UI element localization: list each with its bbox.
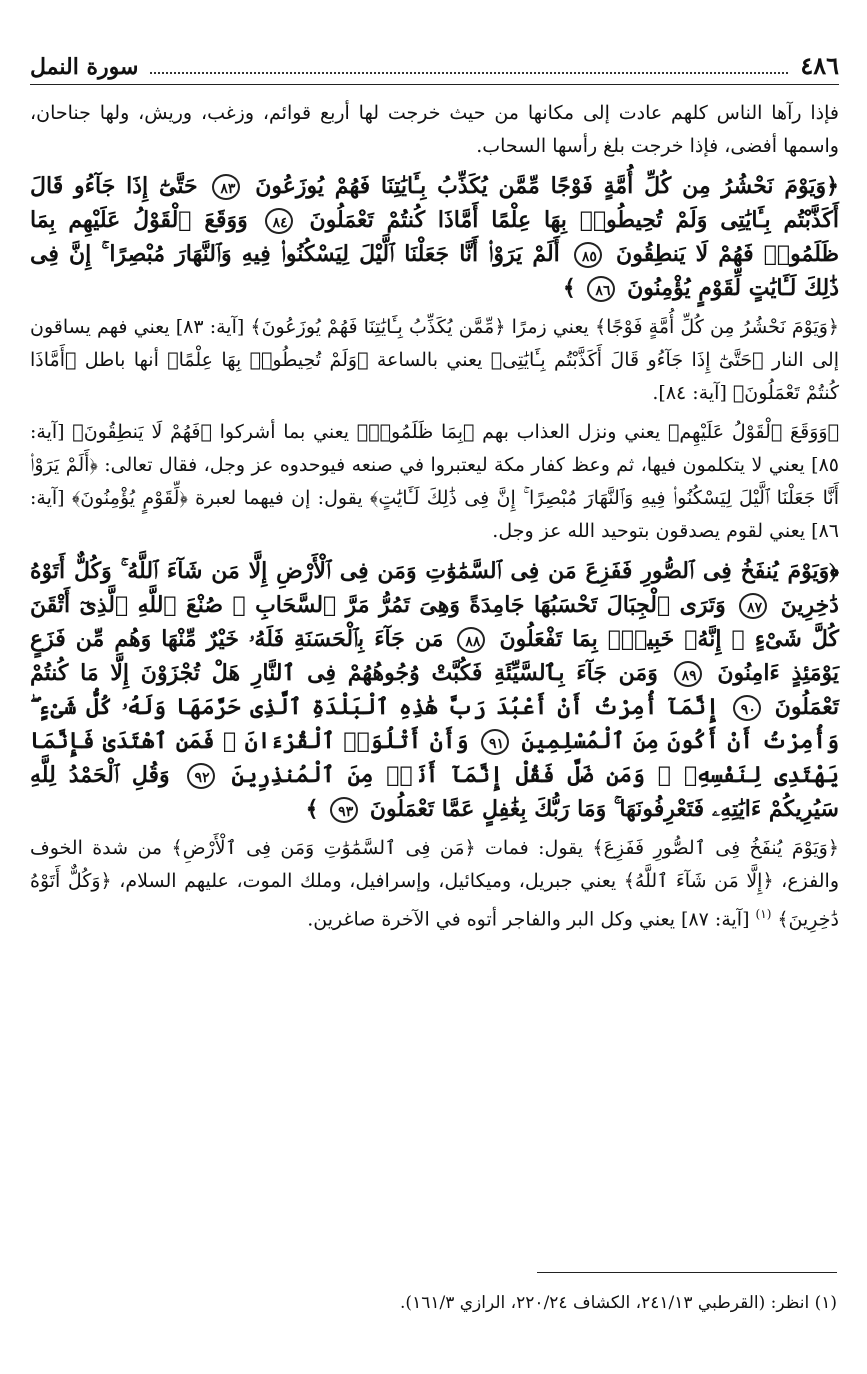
verse-90-text: وَمَن جَآءَ بِٱلسَّيِّئَةِ فَكُبَّتْ وُجُوهُهُمْ فِى ٱلنَّارِ هَلْ تُجْزَوْنَ إِلَّا مَا كُنتُمْ تَعْمَلُونَ — [30, 660, 839, 720]
surah-title: سورة النمل — [30, 54, 139, 80]
verse-84-text: حَتَّىٰٓ إِذَا جَآءُو قَالَ أَكَذَّبْتُم بِـَٔايَٰتِى وَلَمْ تُحِيطُوا۟ بِهَا عِلْمًا أَمَّاذَا كُنتُمْ تَعْمَلُونَ — [30, 173, 839, 233]
verse-number-90: ٩٠ — [733, 695, 761, 721]
commentary-paragraph: فإذا رآها الناس كلهم عادت إلى مكانها من حيث خرجت لها أربع قوائم، وزغب، وريش، ولها جناحان، واسمها أفضى، فإذا خرجت بلغ رأسها السحاب. — [30, 102, 839, 157]
verse-number-86: ٨٦ — [587, 276, 615, 302]
commentary-paragraph — [30, 832, 839, 936]
commentary-text: ﴿وَيَوْمَ يُنفَخُ فِى ٱلصُّورِ فَفَزِعَ﴾ يقول: فمات ﴿مَن فِى ٱلسَّمَٰوَٰتِ وَمَن فِى ٱلْأَرْضِ﴾ من شدة الخوف والفزع، ﴿إِلَّا مَن شَآءَ ٱللَّهُ﴾ يعني جبريل، وميكائيل، وإسرافيل، وملك الموت، عليهم السلام، ﴿وَكُلٌّ أَتَوْهُ دَٰخِرِينَ﴾ — [30, 837, 839, 931]
verse-88-text: وَتَرَى ٱلْجِبَالَ تَحْسَبُهَا جَامِدَةً وَهِىَ تَمُرُّ مَرَّ ٱلسَّحَابِ ۚ صُنْعَ ٱللَّهِ ٱلَّذِىٓ أَتْقَنَ كُلَّ شَىْءٍ ۚ إِنَّهُۥ خَبِيرٌۢ بِمَا تَفْعَلُونَ — [30, 592, 839, 652]
verse-close-bracket: ﴾ — [562, 275, 576, 301]
commentary-paragraph: ﴿وَيَوْمَ نَحْشُرُ مِن كُلِّ أُمَّةٍ فَوْجًا﴾ يعني زمرًا ﴿مِّمَّن يُكَذِّبُ بِـَٔايَٰتِنَا فَهُمْ يُوزَعُونَ﴾ [آية: ٨٣] يعني فهم يساقون إلى النار ﴿حَتَّىٰٓ إِذَا جَآءُو قَالَ أَكَذَّبْتُم بِـَٔايَٰتِى﴾ يعني بالساعة ﴿وَلَمْ تُحِيطُوا۟ بِهَا عِلْمًا﴾ أنها باطل ﴿أَمَّاذَا كُنتُمْ تَعْمَلُونَ﴾ [آية: ٨٤]. — [30, 316, 840, 404]
verse-number-87: ٨٧ — [739, 593, 767, 619]
footnote-divider — [537, 1272, 837, 1273]
verse-number-89: ٨٩ — [674, 661, 702, 687]
verse-87-text: ﴿وَيَوْمَ يُنفَخُ فِى ٱلصُّورِ فَفَزِعَ مَن فِى ٱلسَّمَٰوَٰتِ وَمَن فِى ٱلْأَرْضِ إِلَّا مَن شَآءَ ٱللَّهُ ۚ وَكُلٌّ أَتَوْهُ دَٰخِرِينَ — [30, 558, 839, 618]
footnote: (١) انظر: (القرطبي ٢٤١/١٣، الكشاف ٢٢٠/٢٤، الرازي ١٦١/٣). — [400, 1293, 837, 1313]
verse-85-text: وَوَقَعَ ٱلْقَوْلُ عَلَيْهِم بِمَا ظَلَمُوا۟ فَهُمْ لَا يَنطِقُونَ — [30, 207, 839, 267]
verse-number-88: ٨٨ — [457, 627, 485, 653]
verse-close-bracket: ﴾ — [305, 796, 319, 822]
footnote-marker[interactable]: (١) — [755, 907, 772, 921]
verse-number-85: ٨٥ — [574, 242, 602, 268]
verse-number-84: ٨٤ — [265, 208, 293, 234]
page-number: ٤٨٦ — [800, 51, 839, 80]
page-header — [30, 40, 839, 85]
verse-number-92: ٩٢ — [187, 763, 215, 789]
verse-92-text: وَأَنْ أَتْلُوَا۟ ٱلْقُرْءَانَ ۖ فَمَنِ ٱهْتَدَىٰ فَإِنَّمَا يَهْتَدِى لِنَفْسِهِۦ ۖ وَمَن ضَلَّ فَقُلْ إِنَّمَآ أَنَا۠ مِنَ ٱلْمُنذِرِينَ — [30, 728, 839, 788]
commentary-paragraph: ﴿وَوَقَعَ ٱلْقَوْلُ عَلَيْهِم﴾ يعني ونزل العذاب بهم ﴿بِمَا ظَلَمُوا۟﴾ يعني بما أشركوا ﴿فَهُمْ لَا يَنطِقُونَ﴾ [آية: ٨٥] يعني لا يتكلمون فيها، ثم وعظ كفار مكة ليعتبروا في صنعه فيوحدوه عز وجل، فقال تعالى: ﴿أَلَمْ يَرَوْا۟ أَنَّا جَعَلْنَا ٱلَّيْلَ لِيَسْكُنُوا۟ فِيهِ وَٱلنَّهَارَ مُبْصِرًا ۚ إِنَّ فِى ذَٰلِكَ لَـَٔايَٰتٍ﴾ يقول: إن فيهما لعبرة ﴿لِّقَوْمٍ يُؤْمِنُونَ﴾ [آية: ٨٦] يعني لقوم يصدقون بتوحيد الله عز وجل. — [30, 421, 839, 542]
quran-verses-83-86 — [30, 169, 839, 305]
page-content — [30, 97, 839, 936]
verse-83-text: ﴿وَيَوْمَ نَحْشُرُ مِن كُلِّ أُمَّةٍ فَوْجًا مِّمَّن يُكَذِّبُ بِـَٔايَٰتِنَا فَهُمْ يُوزَعُونَ — [255, 173, 839, 199]
verse-number-83: ٨٣ — [212, 174, 240, 200]
verse-86-text: أَلَمْ يَرَوْا۟ أَنَّا جَعَلْنَا ٱلَّيْلَ لِيَسْكُنُوا۟ فِيهِ وَٱلنَّهَارَ مُبْصِرًا ۚ إِنَّ فِى ذَٰلِكَ لَـَٔايَٰتٍ لِّقَوْمٍ يُؤْمِنُونَ — [30, 241, 839, 301]
commentary-text-tail: [آية: ٨٧] يعني وكل البر والفاجر أتوه في الآخرة صاغرين. — [307, 908, 750, 931]
verse-93-text: وَقُلِ ٱلْحَمْدُ لِلَّهِ سَيُرِيكُمْ ءَايَٰتِهِۦ فَتَعْرِفُونَهَا ۚ وَمَا رَبُّكَ بِغَٰفِلٍ عَمَّا تَعْمَلُونَ — [30, 762, 839, 822]
verse-91-text: إِنَّمَآ أُمِرْتُ أَنْ أَعْبُدَ رَبَّ هَٰذِهِ ٱلْبَلْدَةِ ٱلَّذِى حَرَّمَهَا وَلَهُۥ كُلُّ شَىْءٍ ۖ وَأُمِرْتُ أَنْ أَكُونَ مِنَ ٱلْمُسْلِمِينَ — [30, 694, 839, 754]
verse-89-text: مَن جَآءَ بِٱلْحَسَنَةِ فَلَهُۥ خَيْرٌ مِّنْهَا وَهُم مِّن فَزَعٍ يَوْمَئِذٍ ءَامِنُونَ — [30, 626, 839, 686]
verse-number-91: ٩١ — [481, 729, 509, 755]
verse-number-93: ٩٣ — [330, 797, 358, 823]
header-dotted-leader — [150, 71, 788, 74]
quran-verses-87-93 — [30, 554, 839, 826]
